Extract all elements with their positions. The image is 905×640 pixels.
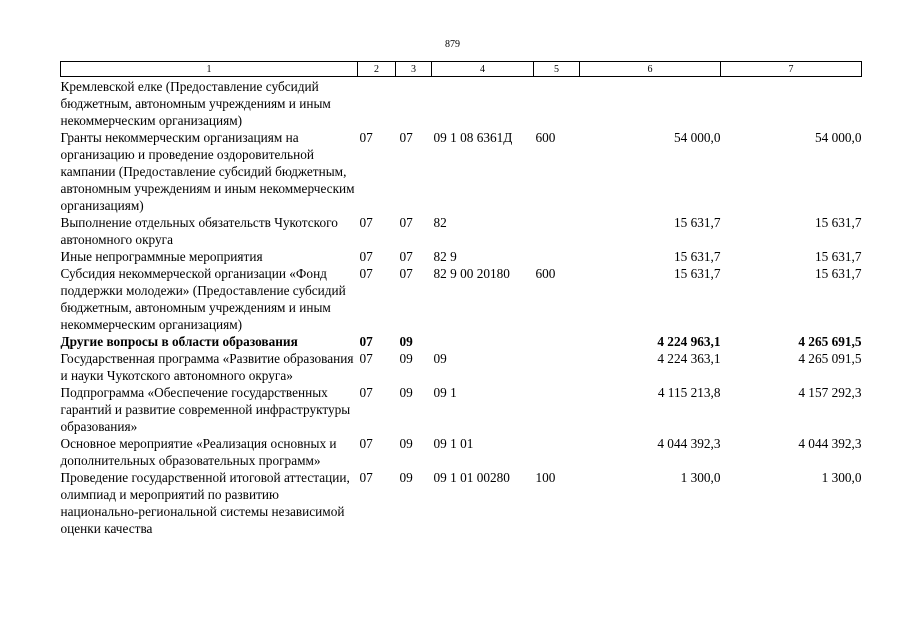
cell-subsection: 07 [399,266,413,281]
cell-amount-year1: 4 224 963,1 [657,334,721,349]
budget-table [60,61,862,537]
cell-subsection: 09 [399,351,413,366]
cell-expense-type [534,350,580,384]
cell-section [358,77,396,130]
cell-amount-year2: 54 000,0 [814,130,862,145]
cell-name: Проведение государственной итоговой аттестации, олимпиад и мероприятий по развитию национально-региональной системы независимой оценки качества [60,470,350,536]
cell-target-article: 09 [433,351,447,366]
cell-amount-year2: 15 631,7 [814,249,862,264]
cell-section: 07 [359,470,373,485]
cell-amount-year1: 4 115 213,8 [657,385,721,400]
cell-section: 07 [359,334,373,349]
table-row [61,214,862,248]
cell-name: Кремлевской елке (Предоставление субсидий бюджетным, автономным учреждениям и иным некоммерческим организациям) [60,79,331,128]
cell-amount-year2: 15 631,7 [814,215,862,230]
cell-amount-year2: 1 300,0 [821,470,862,485]
cell-amount-year1 [580,77,721,130]
cell-amount-year1: 1 300,0 [680,470,721,485]
table-row [61,333,862,350]
cell-name: Государственная программа «Развитие образования и науки Чукотского автономного округа» [60,351,354,383]
cell-name: Подпрограмма «Обеспечение государственных гарантий и развитие современной инфраструктуры образования» [60,385,351,434]
cell-subsection: 09 [399,334,413,349]
cell-amount-year2: 4 157 292,3 [798,385,862,400]
table-row [61,265,862,333]
cell-amount-year1: 15 631,7 [673,215,721,230]
cell-target-article: 82 9 00 20180 [433,266,510,281]
cell-target-article: 82 9 [433,249,457,264]
cell-expense-type [534,333,580,350]
table-row [61,248,862,265]
cell-amount-year2: 15 631,7 [814,266,862,281]
cell-section: 07 [359,351,373,366]
cell-section: 07 [359,215,373,230]
cell-amount-year1: 4 224 363,1 [657,351,721,366]
table-header [61,62,862,77]
cell-section: 07 [359,266,373,281]
cell-expense-type [534,248,580,265]
cell-subsection: 09 [399,470,413,485]
cell-section: 07 [359,385,373,400]
table-row [61,384,862,435]
cell-target-article [432,77,534,130]
cell-subsection: 07 [399,215,413,230]
cell-name: Субсидия некоммерческой организации «Фонд поддержки молодежи» (Предоставление субсидий бюджетным, автономным учреждениям и иным некоммерческим организациям) [60,266,346,332]
cell-expense-type: 600 [535,130,556,145]
cell-expense-type [534,435,580,469]
cell-subsection [396,77,432,130]
page-number: 879 [445,39,460,50]
header-row [61,62,862,77]
header-col-target-article: 4 [432,62,534,77]
table-row [61,469,862,537]
header-col-amount-year1: 6 [580,62,721,77]
cell-target-article: 09 1 [433,385,457,400]
table-row [61,129,862,214]
cell-name: Иные непрограммные мероприятия [60,249,263,264]
cell-section: 07 [359,436,373,451]
header-col-subsection: 3 [396,62,432,77]
table-body [61,77,862,538]
cell-name: Основное мероприятие «Реализация основных и дополнительных образовательных программ» [60,436,337,468]
cell-target-article: 09 1 01 [433,436,474,451]
cell-target-article [432,333,534,350]
cell-amount-year1: 4 044 392,3 [657,436,721,451]
cell-section: 07 [359,130,373,145]
table-row [61,350,862,384]
cell-target-article: 82 [433,215,447,230]
table-row [61,77,862,130]
cell-amount-year1: 15 631,7 [673,249,721,264]
cell-expense-type [534,214,580,248]
cell-amount-year1: 15 631,7 [673,266,721,281]
cell-subsection: 09 [399,436,413,451]
cell-subsection: 07 [399,249,413,264]
cell-subsection: 07 [399,130,413,145]
cell-name: Другие вопросы в области образования [60,334,298,349]
header-col-expense-type: 5 [534,62,580,77]
cell-target-article: 09 1 01 00280 [433,470,510,485]
cell-amount-year2: 4 265 691,5 [798,334,862,349]
cell-subsection: 09 [399,385,413,400]
cell-amount-year2: 4 044 392,3 [798,436,862,451]
header-col-section: 2 [358,62,396,77]
cell-target-article: 09 1 08 6361Д [433,130,513,145]
header-col-amount-year2: 7 [721,62,862,77]
table-row [61,435,862,469]
cell-name: Гранты некоммерческим организациям на организацию и проведение оздоровительной кампании (Предоставление субсидий бюджетным, автономным учреждениям и иным некоммерческим организациям) [60,130,355,213]
header-col-name: 1 [61,62,358,77]
cell-expense-type [534,77,580,130]
cell-amount-year1: 54 000,0 [673,130,721,145]
cell-expense-type [534,384,580,435]
cell-expense-type: 100 [535,470,556,485]
cell-expense-type: 600 [535,266,556,281]
cell-name: Выполнение отдельных обязательств Чукотского автономного округа [60,215,338,247]
cell-section: 07 [359,249,373,264]
cell-amount-year2: 4 265 091,5 [798,351,862,366]
cell-amount-year2 [721,77,862,130]
